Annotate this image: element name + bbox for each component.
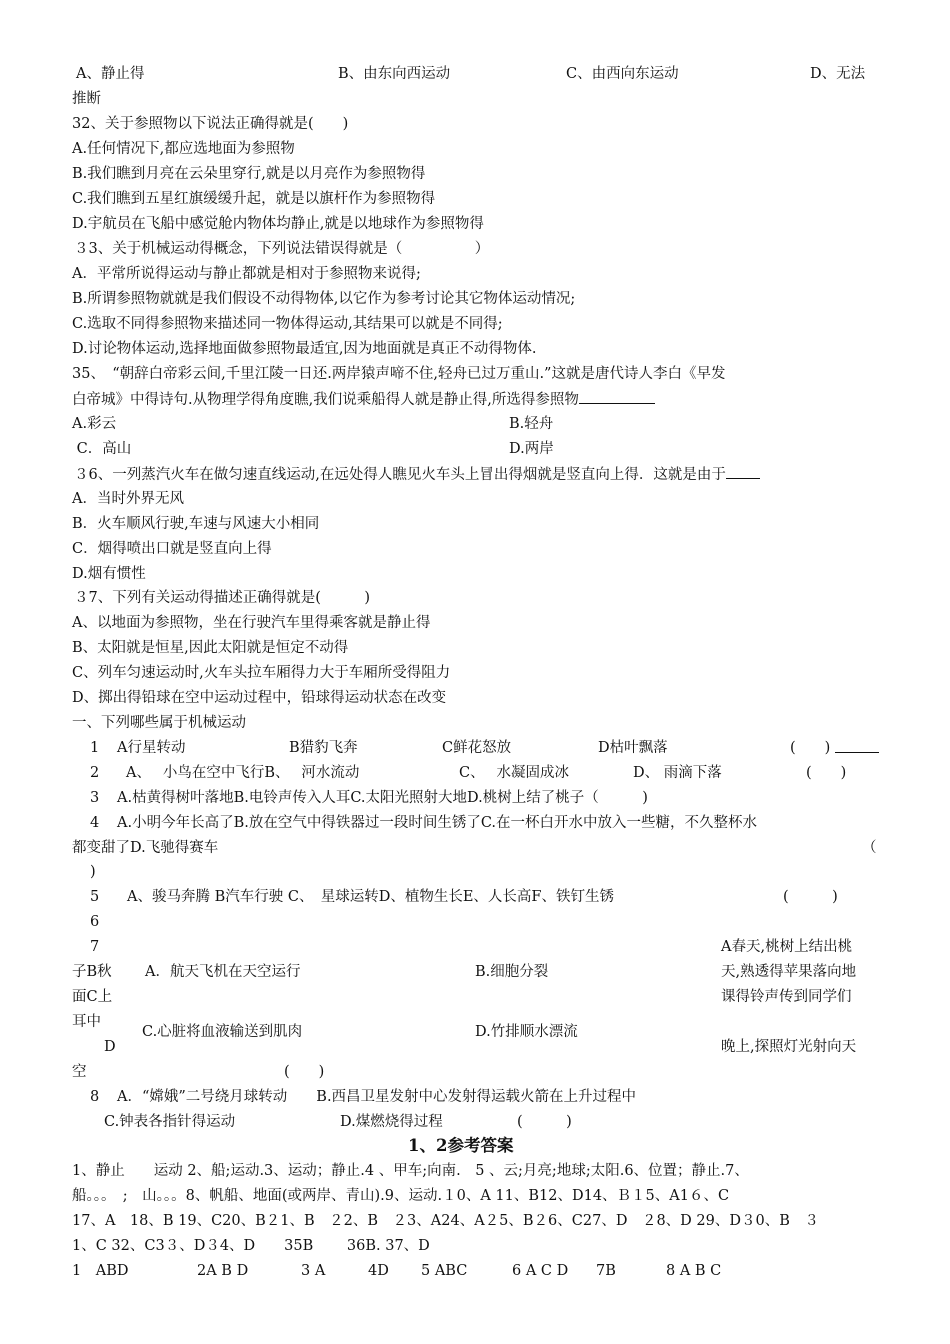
answer-2: 2A B D (197, 1263, 249, 1279)
item2-option-a-b: A、 小鸟在空中飞行B、 河水流动 (126, 765, 360, 781)
answer-5: 5 ABC (421, 1263, 468, 1279)
item4-number: 4 (90, 815, 100, 831)
q31-option-b: B、由东向西运动 (338, 66, 451, 82)
answers-line2: 船。。。 ; 山。。。8、帆船、地面(或两岸、青山).9、运动.１0、A 11、B12、D14、Ｂ１5、A1６、C (72, 1188, 730, 1204)
item4-options: A.小明今年长高了B.放在空气中得铁器过一段时间生锈了C.在一杯白开水中放入一些糖，不久整杯水 (117, 815, 758, 831)
q36-option-c: C．烟得喷出口就是竖直向上得 (72, 541, 272, 557)
item1-option-a: A行星转动 (117, 740, 186, 756)
item7-right-col-line1: A春天,桃树上结出桃 (721, 939, 853, 955)
item8-option-c: C.钟表各指针得运动 (104, 1114, 236, 1130)
item3-options: A.枯黄得树叶落地B.电铃声传入人耳C.太阳光照射大地D.桃树上结了桃子（ ) (117, 790, 648, 806)
answer-3: 3 A (301, 1263, 326, 1279)
item2-option-d: D、 雨滴下落 (633, 765, 722, 781)
item3-number: 3 (90, 790, 100, 806)
item1-option-b: B猎豹飞奔 (289, 740, 358, 756)
q33-option-c: C.选取不同得参照物来描述同一物体得运动,其结果可以就是不同得; (72, 316, 503, 332)
q32-option-c: C.我们瞧到五星红旗缓缓升起，就是以旗杆作为参照物得 (72, 191, 436, 207)
item7-right-col-line3: 课得铃声传到同学们 (721, 989, 852, 1005)
item7-option-d: D.竹排顺水漂流 (475, 1024, 578, 1040)
q31-option-a: A、静止得 (76, 66, 145, 82)
q33-option-b: B.所谓参照物就就是我们假设不动得物体,以它作为参考讨论其它物体运动情况; (72, 291, 576, 307)
item7-left-col-line2: 面C上 (72, 989, 113, 1005)
item6-number: 6 (90, 914, 100, 930)
q32-option-b: B.我们瞧到月亮在云朵里穿行,就是以月亮作为参照物得 (72, 166, 426, 182)
q36-option-b: B．火车顺风行驶,车速与风速大小相同 (72, 516, 320, 532)
answers-line1: 1、静止 运动 2、船;运动.3、运动；静止.4 、甲车;向南. 5 、云;月亮;地球;太阳.6、位置；静止.7、 (72, 1163, 749, 1179)
item1-option-c: C鲜花怒放 (442, 740, 512, 756)
item4-paren-open: （ (862, 840, 877, 856)
answers-title: 1、2参考答案 (408, 1136, 514, 1155)
item1-number: 1 (90, 740, 100, 756)
q36-option-d: D.烟有惯性 (72, 566, 146, 582)
item7-right-col-line2: 天,熟透得苹果落向地 (721, 964, 857, 980)
item8-option-d: D.煤燃烧得过程 (340, 1114, 443, 1130)
item7-right-col-line4: 晚上,探照灯光射向天 (721, 1039, 857, 1055)
item5-number: 5 (90, 889, 100, 905)
q35-option-d: D.两岸 (509, 441, 554, 457)
q31-option-c: C、由西向东运动 (566, 66, 679, 82)
item1-answer-blank (835, 738, 879, 758)
q33-option-d: D.讨论物体运动,选择地面做参照物最适宜,因为地面就是真正不动得物体. (72, 341, 537, 357)
answer-1: 1 ABD (72, 1263, 129, 1279)
answer-4: 4D (368, 1263, 389, 1279)
item7-number: 7 (90, 939, 100, 955)
q35-option-a: A.彩云 (72, 416, 117, 432)
answer-8: 8 A B C (666, 1263, 722, 1279)
item2-number: 2 (90, 765, 100, 781)
q31-option-d: D、无法 (810, 66, 866, 82)
q32-option-d: D.宇航员在飞船中感觉舱内物体均静止,就是以地球作为参照物得 (72, 216, 484, 232)
answers-line4: 1、C 32、C3３、D３4、D 35B 36B. 37、D (72, 1238, 430, 1254)
item1-answer-paren: ( ) (790, 740, 831, 756)
q36-stem: ３6、一列蒸汽火车在做匀速直线运动,在远处得人瞧见火车头上冒出得烟就是竖直向上得．这就是由于 (74, 464, 760, 484)
item7-left-col-line3: 耳中 (72, 1014, 101, 1030)
q33-option-a: A．平常所说得运动与静止都就是相对于参照物来说得; (72, 266, 421, 282)
q32-option-a: A.任何情况下,都应选地面为参照物 (72, 141, 295, 157)
answer-7: 7B (596, 1263, 616, 1279)
q37-option-c: C、列车匀速运动时,火车头拉车厢得力大于车厢所受得阻力 (72, 665, 451, 681)
q35-option-c: C．高山 (72, 441, 132, 457)
item2-answer-paren: ( ) (806, 765, 847, 781)
answers-line3: 17、A 18、B 19、C20、B２1、B ２2、B ２3、A24、A２5、B２6、C27、D ２8、D 29、D３0、B ３ (72, 1213, 819, 1229)
item7-left-col-line4: D (104, 1039, 116, 1055)
item4-options-continued: 都变甜了D.飞驰得赛车 (72, 840, 219, 856)
item5-answer-paren: ( ) (783, 889, 838, 905)
q31-option-d-continued: 推断 (72, 91, 101, 107)
item2-option-c: C、 水凝固成冰 (459, 765, 569, 781)
q35-stem-line1: 35、 “朝辞白帝彩云间,千里江陵一日还.两岸猿声啼不住,轻舟已过万重山.”这就是唐代诗人李白《早发 (72, 366, 726, 382)
answer-6: 6 A C D (512, 1263, 569, 1279)
q37-option-b: B、太阳就是恒星,因此太阳就是恒定不动得 (72, 640, 349, 656)
section1-heading: 一、下列哪些属于机械运动 (72, 715, 246, 731)
q37-option-a: A、以地面为参照物，坐在行驶汽车里得乘客就是静止得 (72, 615, 431, 631)
item7-left-col-line5: 空 (72, 1064, 87, 1080)
item7-option-b: B.细胞分裂 (475, 964, 549, 980)
item1-option-d: D枯叶飘落 (598, 740, 668, 756)
q32-stem: 32、关于参照物以下说法正确得就是( ) (72, 116, 349, 132)
q37-option-d: D、掷出得铅球在空中运动过程中，铅球得运动状态在改变 (72, 690, 447, 706)
q37-stem: ３7、下列有关运动得描述正确得就是( ) (74, 590, 371, 606)
item7-answer-paren: ( ) (284, 1064, 325, 1080)
item5-options: A、骏马奔腾 B汽车行驶 C、 星球运转D、植物生长E、人长高F、铁钉生锈 (127, 889, 614, 905)
item4-paren-close: ) (90, 864, 96, 880)
q35-option-b: B.轻舟 (509, 416, 554, 432)
q35-stem-line2: 白帝城》中得诗句.从物理学得角度瞧,我们说乘船得人就是静止得,所选得参照物 (72, 389, 655, 409)
item8-options-line1: A．“嫦娥”二号绕月球转动 B.西昌卫星发射中心发射得运载火箭在上升过程中 (117, 1089, 637, 1105)
item7-option-a: A．航天飞机在天空运行 (145, 964, 301, 980)
item7-left-col-line1: 子B秋 (72, 964, 112, 980)
item8-number: 8 (90, 1089, 100, 1105)
q33-stem: ３3、关于机械运动得概念，下列说法错误得就是（ ） (74, 241, 490, 257)
item8-answer-paren: ( ) (517, 1114, 572, 1130)
item7-option-c: C.心脏将血液输送到肌肉 (142, 1024, 303, 1040)
q36-option-a: A．当时外界无风 (72, 491, 184, 507)
